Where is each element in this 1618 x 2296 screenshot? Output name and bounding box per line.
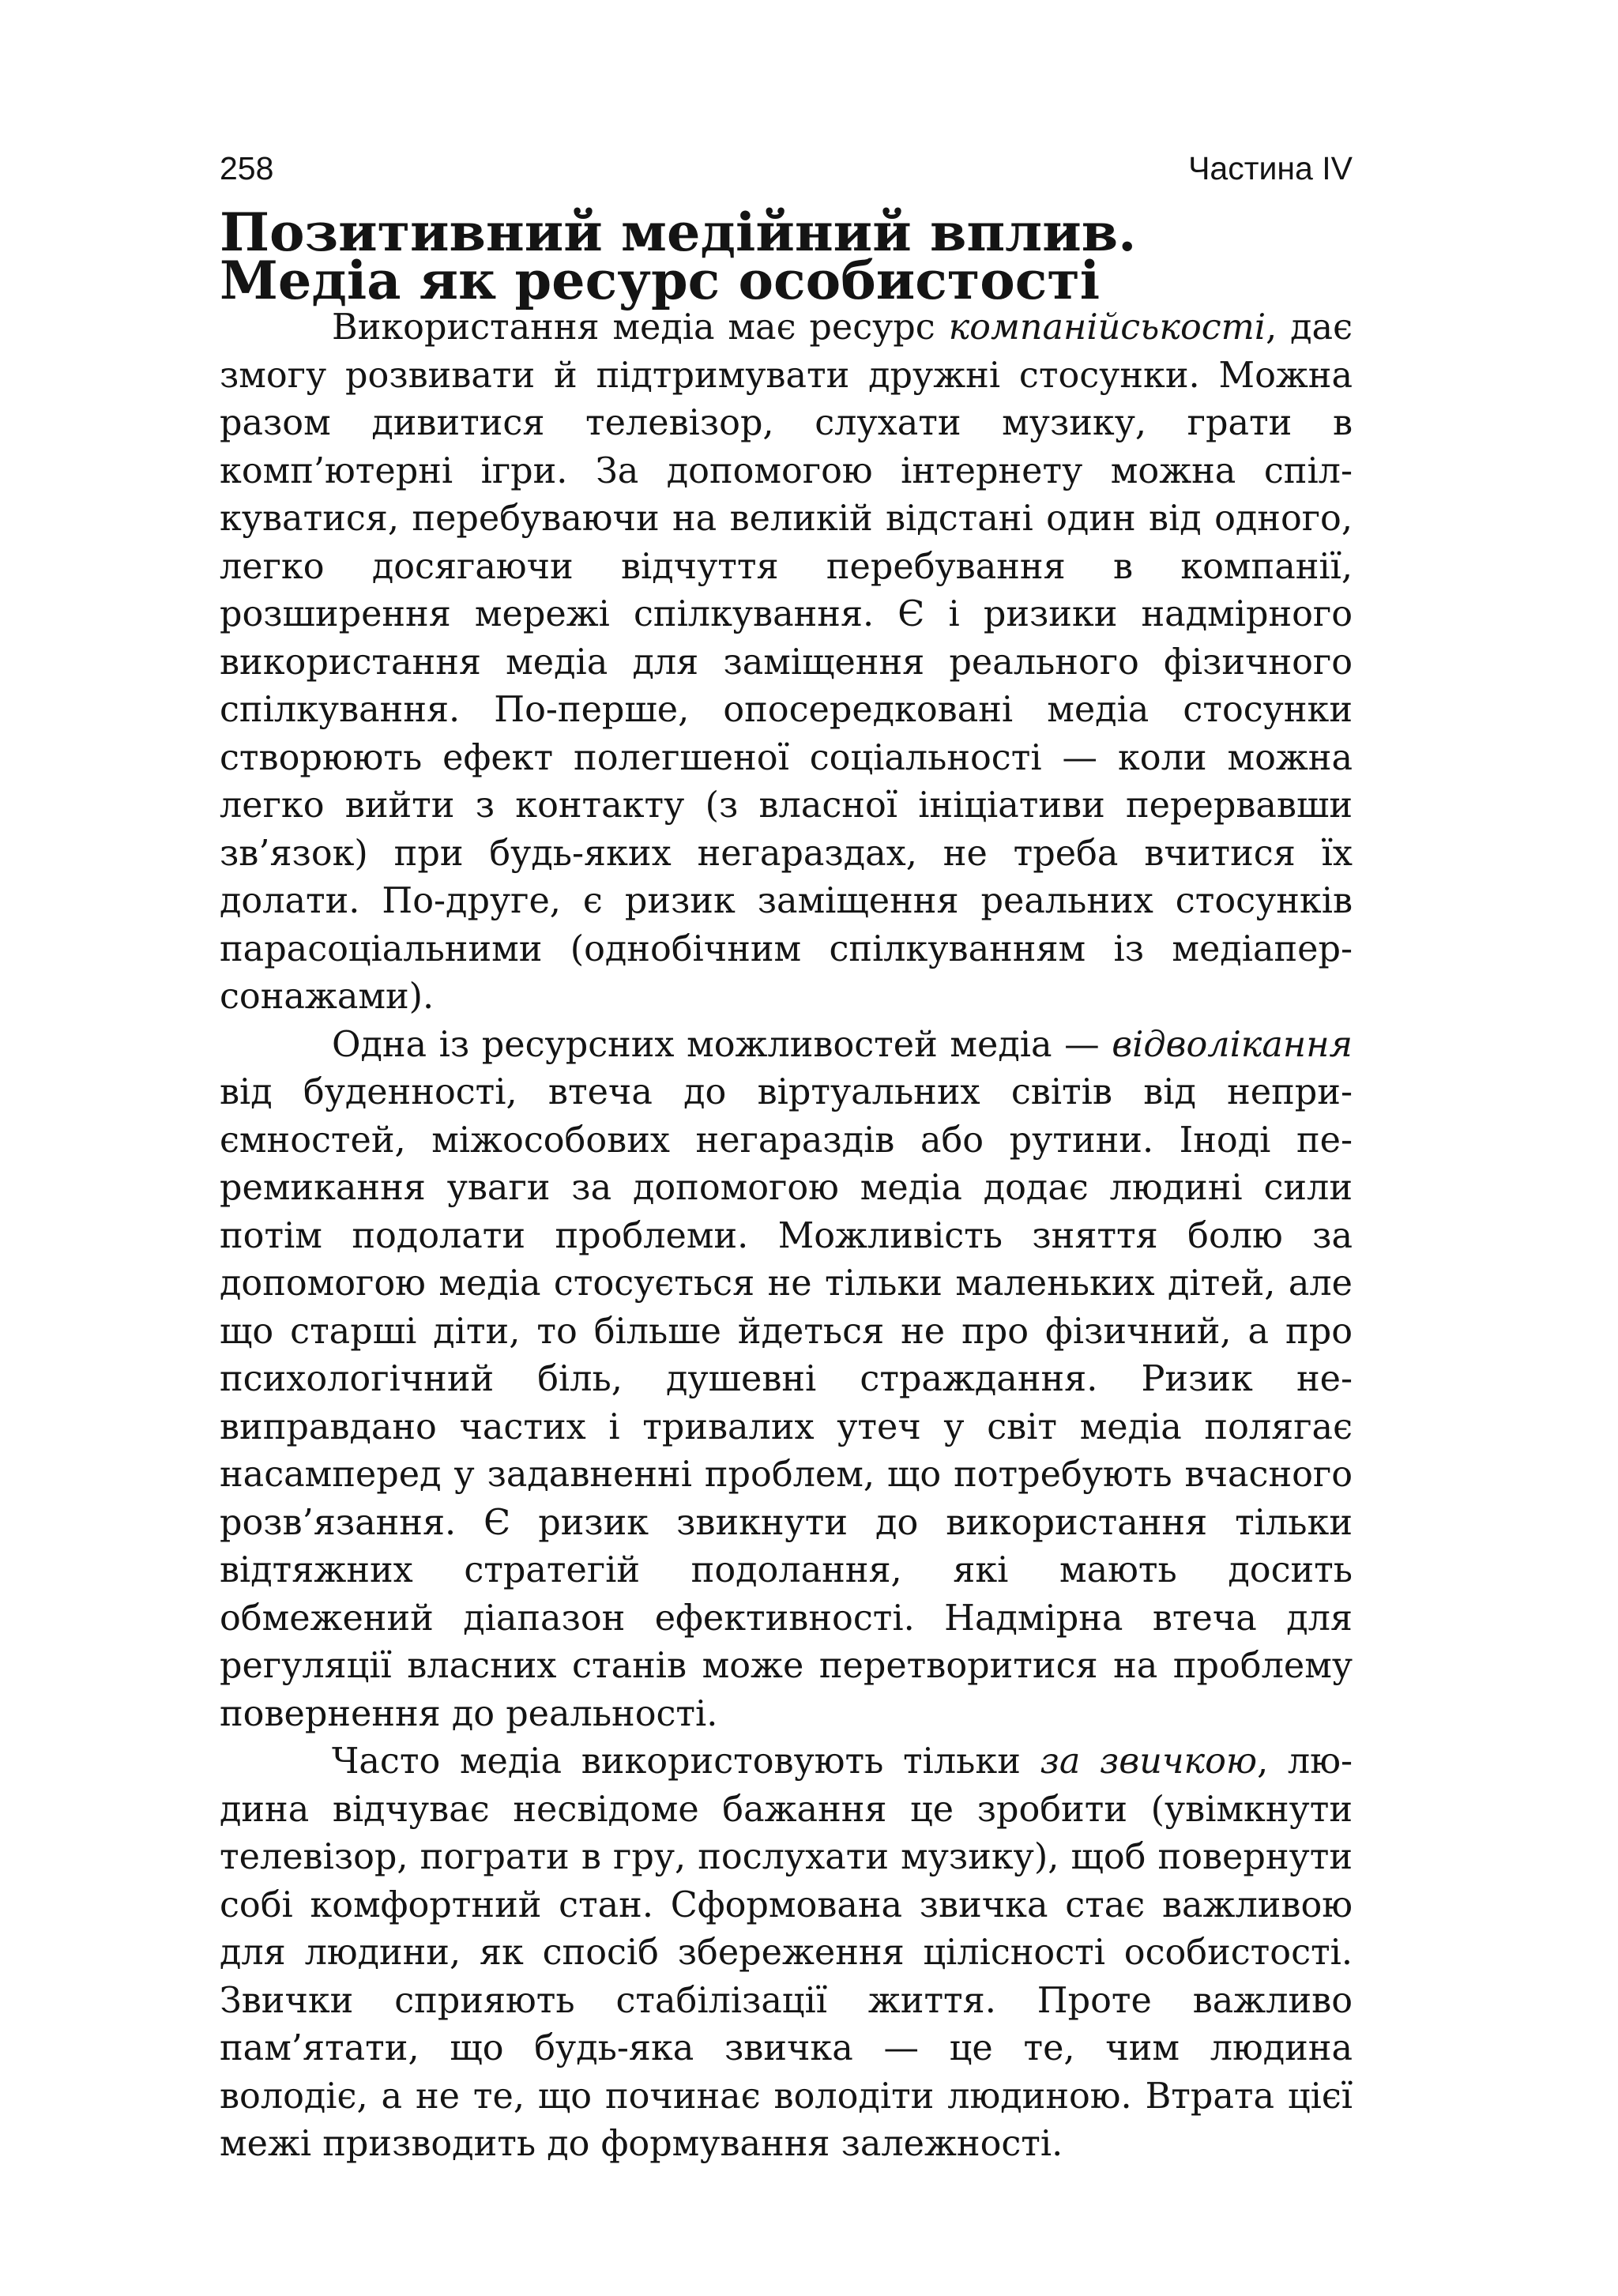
section-heading (220, 201, 1353, 311)
paragraph-text: Часто медіа використовують тільки (332, 1741, 1040, 1782)
page-body (220, 201, 1353, 2169)
paragraph-text: Використання медіа має ресурс (332, 307, 949, 348)
paragraph-text: , людина відчуває несвідоме бажання це зробити (увімкнути телевізор, пограти в гру, послухати музику), щоб повернути собі комфортний стан. Сформована звичка стає важливою для людини, як спосіб збереження цілісності особистості. Звички сприяють стабілізації життя. Проте важливо пам’ятати, що будь-яка звичка — це те, чим людина володіє, а не те, що починає володіти людиною. Втрата цієї межі призводить до формування залежності. (220, 1741, 1353, 2164)
paragraph-text: Одна із ресурсних можливостей медіа — (332, 1024, 1112, 1065)
page-header (220, 150, 1353, 190)
paragraph-distraction (220, 1022, 1353, 1739)
paragraph-text: від буденності, втеча до віртуальних світів від неприємностей, міжособових негараздів або рутини. Іноді перемикання уваги за допомогою медіа додає людині сили потім подолати проблеми. Можливість зняття болю за допомогою медіа стосується не тільки маленьких дітей, але що старші діти, то більше йдеться не про фізичний, а про психологічний біль, душевні страждання. Ризик невиправдано частих і тривалих утеч у світ медіа полягає насамперед у задавненні проблем, що потребують вчасного розв’язання. Є ризик звикнути до використання тільки відтяжних стратегій подолання, які мають досить обмежений діапазон ефективності. Надмірна втеча для регуляції власних станів може перетворитися на проблему повернення до реальності. (220, 1072, 1353, 1734)
page-number: 258 (220, 150, 274, 186)
emphasis-term: відволікання (1112, 1024, 1353, 1065)
paragraph-habit (220, 1738, 1353, 2169)
paragraph-companionship (220, 304, 1353, 1022)
emphasis-term: за звичкою (1040, 1741, 1258, 1782)
running-head: Частина IV (1188, 150, 1353, 186)
section-heading-line-1: Позитивний медійний вплив. (220, 201, 1137, 263)
section-heading-line-2: Медіа як ресурс особистості (220, 248, 1101, 311)
emphasis-term: компанійськості (948, 307, 1266, 348)
paragraph-text: , дає змогу розвивати й підтримувати дружні стосунки. Можна разом дивитися телевізор, слухати музику, грати в комп’ютерні ігри. За допомогою інтернету можна спілкуватися, перебуваючи на великій відстані один від одного, легко досягаючи відчуття перебування в компанії, розширення мережі спілкування. Є і ризики надмірного використання медіа для заміщення реального фізичного спілкування. По-перше, опосередковані медіа стосунки створюють ефект полегшеної соціальності — коли можна легко вийти з контакту (з власної ініціативи перервавши зв’язок) при будь-яких негараздах, не треба вчитися їх долати. По-друге, є ризик заміщення реальних стосунків парасоціальними (однобічним спілкуванням із медіаперсонажами). (220, 307, 1353, 1017)
